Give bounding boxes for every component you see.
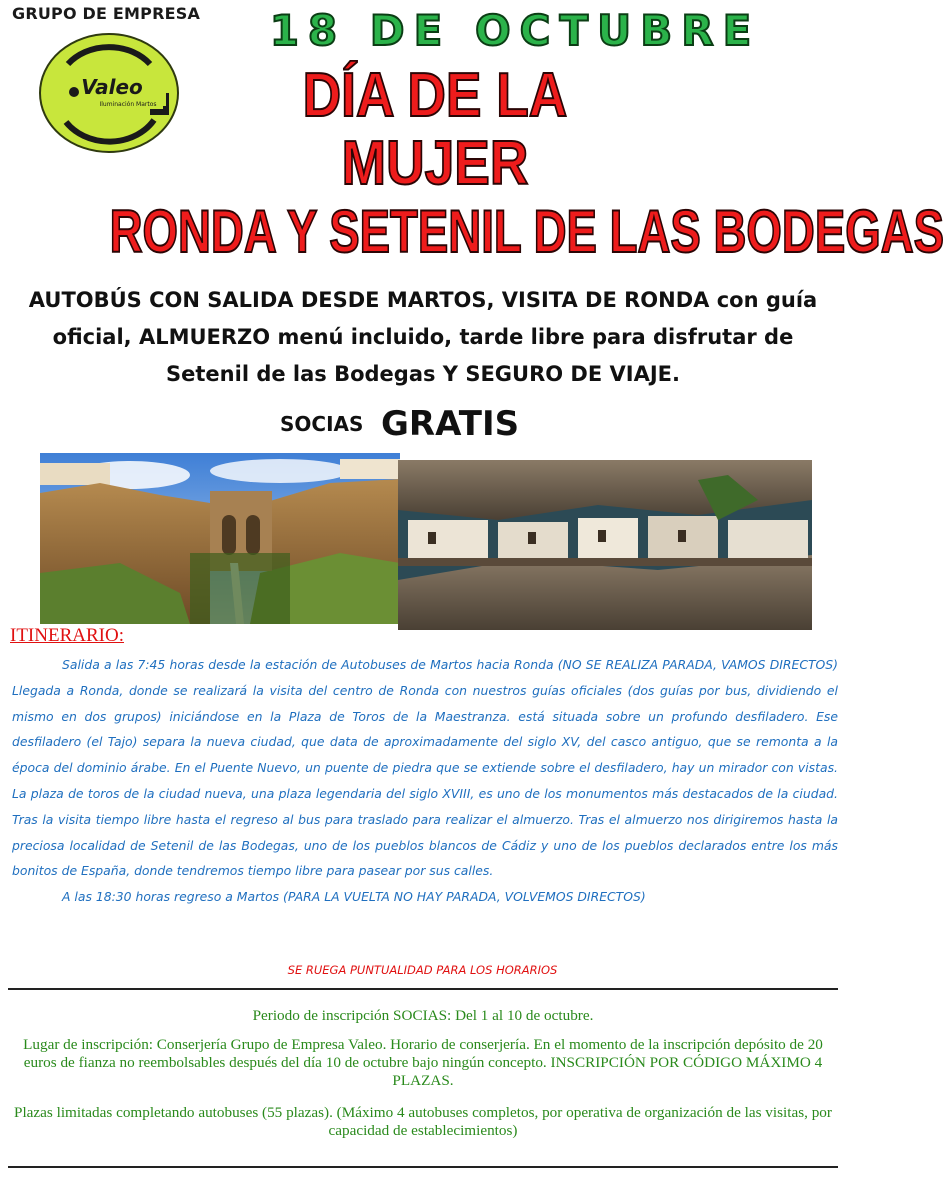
punctuality-notice: SE RUEGA PUNTUALIDAD PARA LOS HORARIOS	[287, 963, 558, 977]
registration-period: Periodo de inscripción SOCIAS: Del 1 al 10 de octubre.	[252, 1007, 594, 1024]
registration-place: Lugar de inscripción: Conserjería Grupo de Empresa Valeo. Horario de conserjería. En el momento de la inscripción depósito de 20 euros de fianza no reembolsables después del día 10 de octubre bajo ningún concepto. INSCRIPCIÓN POR CÓDIGO MÁXIMO 4 PLAZAS.	[23, 1036, 823, 1089]
date-title: 18 DE OCTUBRE	[269, 6, 761, 55]
itinerary-return: A las 18:30 horas regreso a Martos (PARA LA VUELTA NO HAY PARADA, VOLVEMOS DIRECTOS)	[62, 889, 646, 905]
logo-text: Valeo	[81, 75, 143, 99]
divider-top	[8, 988, 838, 990]
divider-bottom	[8, 1166, 838, 1168]
registration-limits: Plazas limitadas completando autobuses (55 plazas). (Máximo 4 autobuses completos, por operativa de organización de las visitas, por capacidad de establecimientos)	[14, 1104, 832, 1139]
trip-title: RONDA Y SETENIL DE LAS BODEGAS	[109, 198, 944, 265]
socias-price-row	[280, 404, 519, 444]
logo-subtext: Iluminación Martos	[99, 101, 157, 108]
trip-description: AUTOBÚS CON SALIDA DESDE MARTOS, VISITA DE RONDA con guía oficial, ALMUERZO menú incluido, tarde libre para disfrutar de Setenil de las Bodegas Y SEGURO DE VIAJE.	[28, 288, 818, 386]
event-title: DÍA DE LA MUJER	[302, 61, 568, 199]
group-label: GRUPO DE EMPRESA	[12, 4, 201, 23]
socias-label: SOCIAS	[280, 412, 364, 436]
valeo-logo	[38, 32, 180, 154]
ronda-bridge-photo	[40, 453, 400, 624]
setenil-street-photo	[398, 460, 812, 630]
itinerary-text	[12, 652, 838, 910]
itinerary-paragraph: Salida a las 7:45 horas desde la estación de Autobuses de Martos hacia Ronda (NO SE REALIZA PARADA, VAMOS DIRECTOS) Llegada a Ronda, donde se realizará la visita del centro de Ronda con nuestros guías oficiales (dos guías por bus, dividiendo el mismo en dos grupos) iniciándose en la Plaza de Toros de la Maestranza. está situada sobre un profundo desfiladero. Ese desfiladero (el Tajo) separa la nueva ciudad, que data de aproximadamente del siglo XV, del casco antiguo, que se remonta a la época del dominio árabe. En el Puente Nuevo, un puente de piedra que se extiende sobre el desfiladero, hay un mirador con vistas. La plaza de toros de la ciudad nueva, una plaza legendaria del siglo XVIII, es uno de los monumentos más destacados de la ciudad. Tras la visita tiempo libre hasta el regreso al bus para traslado para realizar el almuerzo. Tras el almuerzo nos dirigiremos hasta la preciosa localidad de Setenil de las Bodegas, uno de los pueblos blancos de Cádiz y uno de los pueblos declarados entre los más bonitos de España, donde tendremos tiempo libre para pasear por sus calles.	[12, 657, 838, 879]
socias-price: GRATIS	[381, 404, 520, 444]
itinerary-heading: ITINERARIO:	[10, 625, 124, 646]
